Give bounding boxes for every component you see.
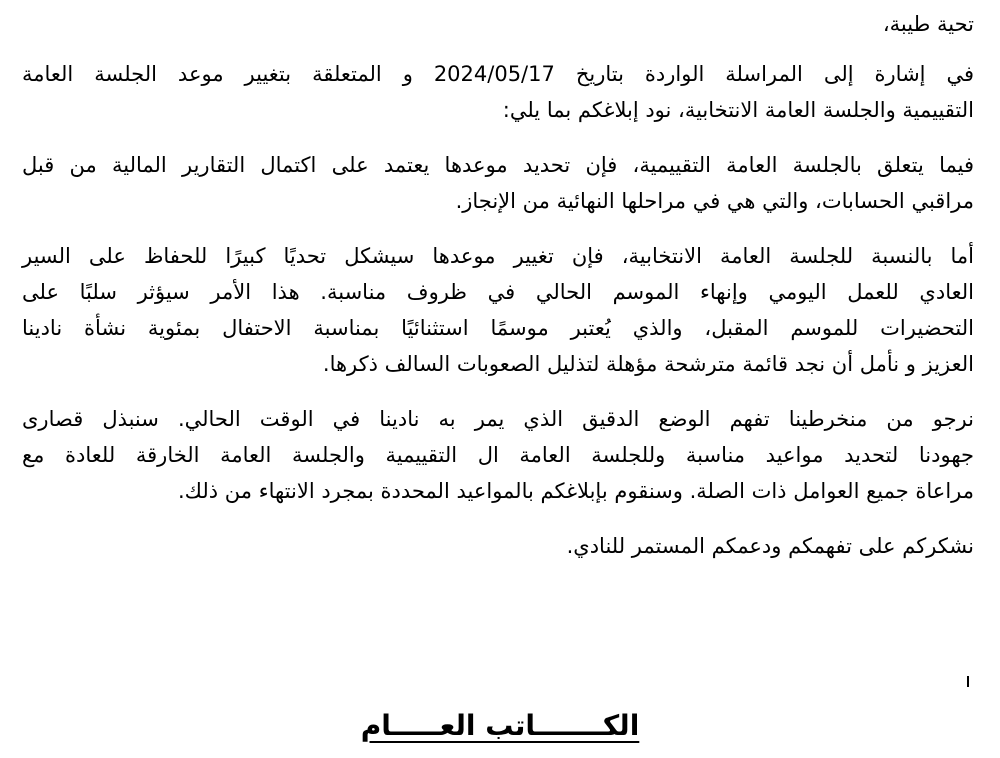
paragraph-evaluation-session xyxy=(22,147,974,219)
paragraph-line: العزيز و نأمل أن نجد قائمة مترشحة مؤهلة لتذليل الصعوبات السالف ذكرها. xyxy=(322,352,974,376)
signature-text: الكـــــــاتب العـــــام xyxy=(360,709,640,742)
paragraph-line: فيما يتعلق بالجلسة العامة التقييمية، فإن تحديد موعدها يعتمد على اكتمال التقارير المالية من قبل xyxy=(22,153,974,177)
paragraph-line: أما بالنسبة للجلسة العامة الانتخابية، فإن تغيير موعدها سيشكل تحديًا كبيرًا للحفاظ على السير xyxy=(22,244,974,268)
signature-title xyxy=(0,706,1000,746)
letter-body xyxy=(22,6,974,564)
paragraph-line: جهودنا لتحديد مواعيد مناسبة وللجلسة العامة ال التقييمية والجلسة العامة الخارقة للعادة مع xyxy=(22,443,974,467)
paragraph-line: مراعاة جميع العوامل ذات الصلة. وسنقوم بإبلاغكم بالمواعيد المحددة بمجرد الانتهاء من ذلك. xyxy=(178,479,974,503)
paragraph-line: التحضيرات للموسم المقبل، والذي يُعتبر موسمًا استثنائيًا بمناسبة الاحتفال بمئوية نشأة نادينا xyxy=(22,316,974,340)
paragraph-date-reference xyxy=(22,56,974,128)
paragraph-line: في إشارة إلى المراسلة الواردة بتاريخ 2024/05/17 و المتعلقة بتغيير موعد الجلسة العامة xyxy=(22,62,974,86)
text-cursor-mark xyxy=(967,676,969,687)
paragraph-line: التقييمية والجلسة العامة الانتخابية، نود إبلاغكم بما يلي: xyxy=(502,98,974,122)
closing-line: نشكركم على تفهمكم ودعمكم المستمر للنادي. xyxy=(566,534,974,558)
paragraph-election-session xyxy=(22,238,974,382)
paragraph-line: مراقبي الحسابات، والتي هي في مراحلها النهائية من الإنجاز. xyxy=(455,189,974,213)
paragraph-member-request xyxy=(22,401,974,509)
greeting: تحية طيبة، xyxy=(882,12,974,36)
paragraph-line: العادي للعمل اليومي وإنهاء الموسم الحالي في ظروف مناسبة. هذا الأمر سيؤثر سلبًا على xyxy=(22,280,974,304)
paragraph-line: نرجو من منخرطينا تفهم الوضع الدقيق الذي يمر به نادينا في الوقت الحالي. سنبذل قصارى xyxy=(22,407,974,431)
